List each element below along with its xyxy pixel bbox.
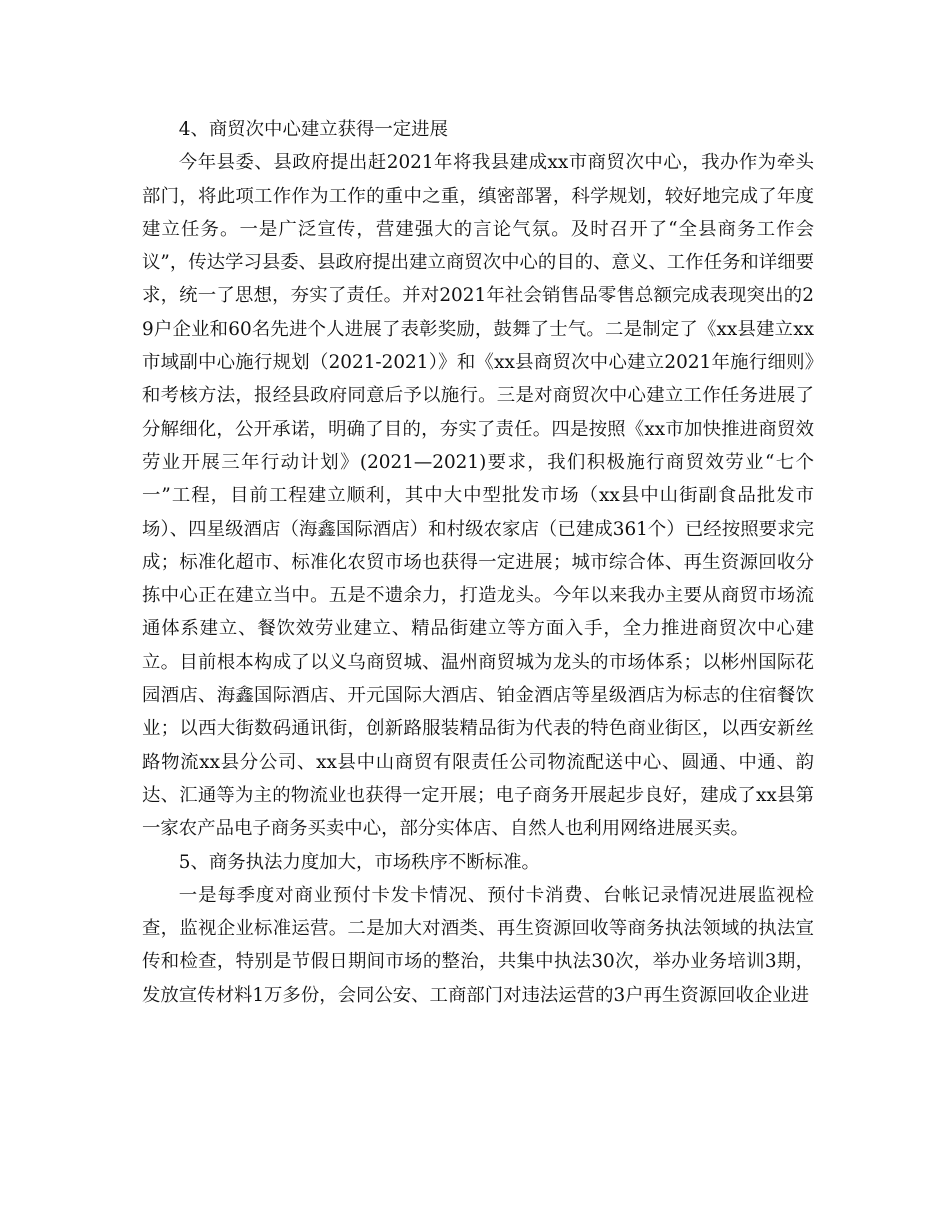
paragraph-text: 今年县委、县政府提出赶2021年将我县建成xx市商贸次中心，我办作为牵头部门，将此项工作作为工作的重中之重，缜密部署，科学规划，较好地完成了年度建立任务。一是广泛宣传，营建强大的言论气氛。及时召开了“全县商务工作会议”，传达学习县委、县政府提出建立商贸次中心的目的、意义、工作任务和详细要求，统一了思想，夯实了责任。并对2021年社会销售品零售总额完成表现突出的29户企业和60名先进个人进展了表彰奖励，鼓舞了士气。二是制定了《xx县建立xx市域副中心施行规划（2021-2021）》和《xx县商贸次中心建立2021年施行细则》和考核方法，报经县政府同意后予以施行。三是对商贸次中心建立工作任务进展了分解细化，公开承诺，明确了目的，夯实了责任。四是按照《xx市加快推进商贸效劳业开展三年行动计划》(2021—2021)要求，我们积极施行商贸效劳业“七个一”工程，目前工程建立顺利，其中大中型批发市场（xx县中山街副食品批发市场）、四星级酒店（海鑫国际酒店）和村级农家店（已建成361个）已经按照要求完成；标准化超市、标准化农贸市场也获得一定进展；城市综合体、再生资源回收分拣中心正在建立当中。五是不遗余力，打造龙头。今年以来我办主要从商贸市场流通体系建立、餐饮效劳业建立、精品街建立等方面入手，全力推进商贸次中心建立。目前根本构成了以义乌商贸城、温州商贸城为龙头的市场体系；以彬州国际花园酒店、海鑫国际酒店、开元国际大酒店、铂金酒店等星级酒店为标志的住宿餐饮业；以西大街数码通讯街，创新路服装精品街为代表的特色商业街区，以西安新丝路物流xx县分公司、xx县中山商贸有限责任公司物流配送中心、圆通、中通、韵达、汇通等为主的物流业也获得一定开展；电子商务开展起步良好，建成了xx县第一家农产品电子商务买卖中心，部分实体店、自然人也利用网络进展买卖。	[142, 152, 814, 840]
section-heading-4: 4、商贸次中心建立获得一定进展	[178, 119, 448, 140]
section-heading-5: 5、商务执法力度加大，市场秩序不断标准。	[178, 851, 540, 873]
document-body	[142, 113, 814, 1012]
paragraph-text: 一是每季度对商业预付卡发卡情况、预付卡消费、台帐记录情况进展监视检查，监视企业标准运营。二是加大对酒类、再生资源回收等商务执法领域的执法宣传和检查，特别是节假日期间市场的整治，共集中执法30次，举办业务培训3期，发放宣传材料1万多份，会同公安、工商部门对违法运营的3户再生资源回收企业进	[142, 884, 814, 1006]
